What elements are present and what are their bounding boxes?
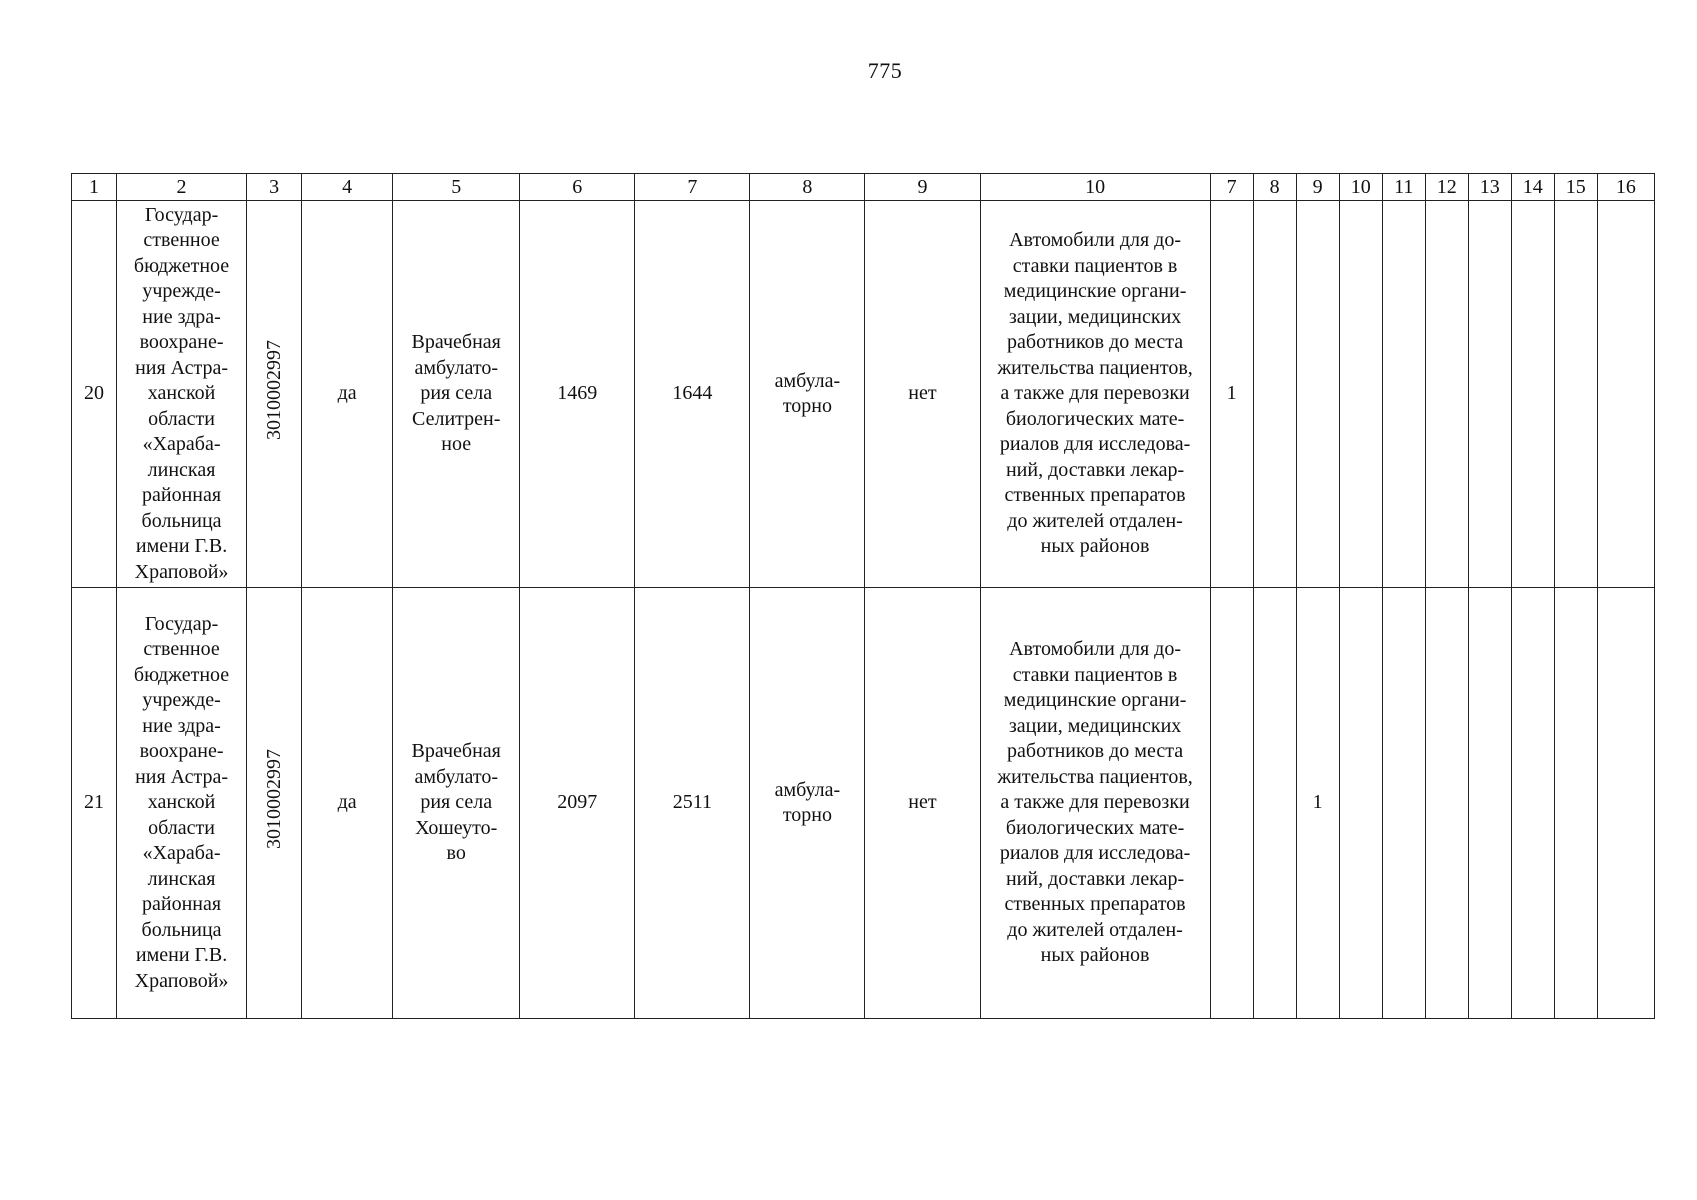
column-number-header: 7 [1210,174,1253,201]
flag-cell: да [302,588,393,1019]
register-table [71,173,1655,1019]
count-cell [1597,201,1654,588]
care-type-cell: амбула- торно [750,201,865,588]
count-cell [1597,588,1654,1019]
count-cell [1382,588,1425,1019]
value-7-cell: 2511 [635,588,750,1019]
column-number-header: 15 [1554,174,1597,201]
table-row [72,201,1655,588]
column-number-header: 5 [393,174,520,201]
count-cell [1253,588,1296,1019]
count-cell [1554,588,1597,1019]
count-cell: 1 [1296,588,1339,1019]
column-number-header: 16 [1597,174,1654,201]
row-number-cell: 21 [72,588,117,1019]
value-6-cell: 2097 [520,588,635,1019]
column-number-header: 8 [1253,174,1296,201]
count-cell [1339,201,1382,588]
flag-cell: да [302,201,393,588]
value-6-cell: 1469 [520,201,635,588]
code-cell [247,588,302,1019]
column-number-header: 4 [302,174,393,201]
column-number-header: 9 [865,174,980,201]
column-number-row [72,174,1655,201]
row-number-cell: 20 [72,201,117,588]
count-cell [1425,201,1468,588]
column-number-header: 7 [635,174,750,201]
column-number-header: 2 [117,174,247,201]
organization-cell: Государ- ственное бюджетное учрежде- ние здра- воохране- ния Астра- ханской области «Хараба- линская районная больница имени Г.В. Храповой» [117,201,247,588]
count-cell [1253,201,1296,588]
count-cell [1511,201,1554,588]
column-number-header: 11 [1382,174,1425,201]
value-7-cell: 1644 [635,201,750,588]
code-text: 3010002997 [263,749,286,850]
column-number-header: 10 [980,174,1210,201]
facility-cell: Врачебная амбулато- рия села Хошеуто- во [393,588,520,1019]
column-number-header: 3 [247,174,302,201]
count-cell [1382,201,1425,588]
vehicles-cell: Автомобили для до- ставки пациентов в медицинские органи- зации, медицинских работников до места жительства пациентов, а также для перевозки биологических мате- риалов для исследова- ний, доставки лекар- ственных препаратов до жителей отдален- ных районов [980,201,1210,588]
code-text: 3010002997 [263,340,286,441]
count-cell [1425,588,1468,1019]
organization-cell: Государ- ственное бюджетное учрежде- ние здра- воохране- ния Астра- ханской области «Хараба- линская районная больница имени Г.В. Храповой» [117,588,247,1019]
count-cell [1468,201,1511,588]
count-cell: 1 [1210,201,1253,588]
column-number-header: 6 [520,174,635,201]
count-cell [1296,201,1339,588]
facility-cell: Врачебная амбулато- рия села Селитрен- ное [393,201,520,588]
count-cell [1210,588,1253,1019]
count-cell [1511,588,1554,1019]
column-number-header: 12 [1425,174,1468,201]
count-cell [1554,201,1597,588]
table-row [72,588,1655,1019]
column-number-header: 9 [1296,174,1339,201]
count-cell [1468,588,1511,1019]
column-number-header: 13 [1468,174,1511,201]
care-type-cell: амбула- торно [750,588,865,1019]
count-cell [1339,588,1382,1019]
column-number-header: 14 [1511,174,1554,201]
code-cell [247,201,302,588]
vehicles-cell: Автомобили для до- ставки пациентов в медицинские органи- зации, медицинских работников до места жительства пациентов, а также для перевозки биологических мате- риалов для исследова- ний, доставки лекар- ственных препаратов до жителей отдален- ных районов [980,588,1210,1019]
value-9-cell: нет [865,201,980,588]
column-number-header: 8 [750,174,865,201]
value-9-cell: нет [865,588,980,1019]
column-number-header: 1 [72,174,117,201]
column-number-header: 10 [1339,174,1382,201]
page-number: 775 [867,58,903,83]
